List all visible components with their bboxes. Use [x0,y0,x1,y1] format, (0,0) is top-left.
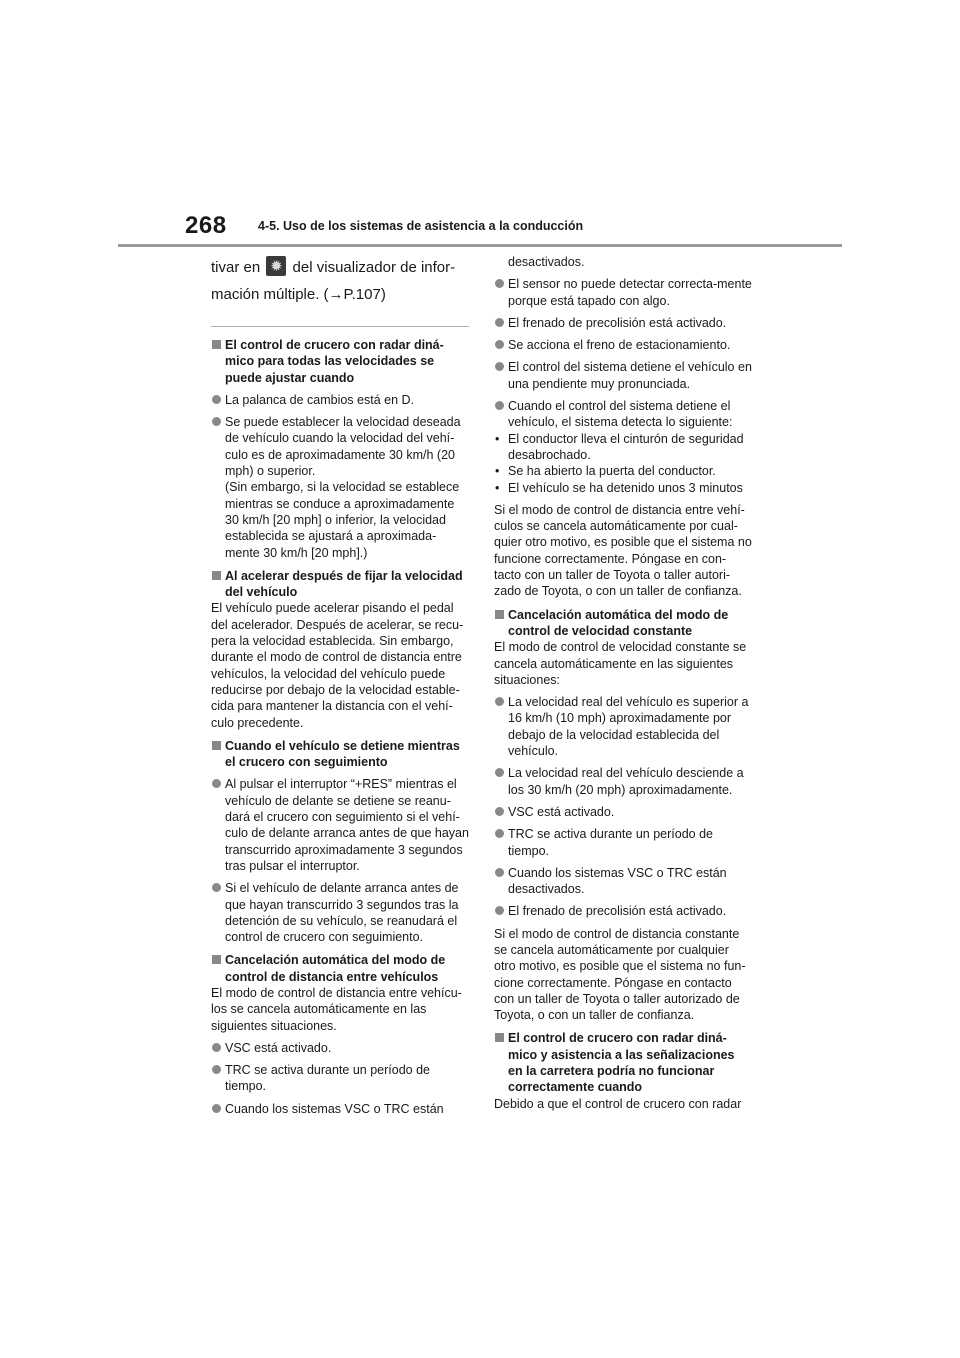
paragraph: Debido a que el control de crucero con radar [494,1096,742,1111]
bullet-item: Cuando el control del sistema detiene el vehículo, el sistema detecta lo siguiente: [494,398,752,431]
left-column [211,254,469,1117]
bullet-item: Al pulsar el interruptor “+RES” mientras el vehículo de delante se detiene se reanu-dará el crucero con seguimiento si el vehí-culo de delante arranca antes de que hayan transcurrido aproximadamente 3 segundos tras pulsar el interruptor. [211,776,469,874]
bullet-item: Cuando los sistemas VSC o TRC están desactivados. [494,865,752,898]
heading-constant-speed-cancel: Cancelación automática del modo de control de velocidad constante [494,607,752,640]
paragraph: Si el modo de control de distancia entre vehí-culos se cancela automáticamente por cual-quier otro motivo, es posible que el sistema no funcione correctamente. Póngase en con-tacto con un taller de Toyota o taller autori-zado de Toyota, o con un taller de confianza. [494,502,752,599]
bullet-item: La velocidad real del vehículo desciende a los 30 km/h (20 mph) aproximadamente. [494,765,752,798]
bullet-item: La velocidad real del vehículo es superior a 16 km/h (10 mph) aproximadamente por debajo de la velocidad establecida del vehículo. [494,694,752,759]
bullet-item: Si el vehículo de delante arranca antes de que hayan transcurrido 3 segundos tras la detención de su vehículo, se reanudará el control de crucero con seguimiento. [211,880,469,945]
bullet-note: (Sin embargo, si la velocidad se establece mientras se conduce a aproximadamente 30 km/h [20 mph] o inferior, la velocidad establecida se ajustará a aproximada-mente 30 km/h [20 mph].) [225,480,460,560]
intro-text-c: mación múltiple. ( [211,286,329,303]
dot-item: • El vehículo se ha detenido unos 3 minutos [494,480,752,496]
header-rule [118,244,842,247]
divider [211,326,469,327]
bullet-item: VSC está activado. [494,804,752,820]
bullet-item: TRC se activa durante un período de tiempo. [494,826,752,859]
paragraph: El vehículo puede acelerar pisando el pedal del acelerador. Después de acelerar, se recu-pera la velocidad establecida. Sin embargo, durante el modo de control de distancia entre vehículos, la velocidad del vehículo puede reducirse por debajo de la velocidad estable-cida para mantener la distancia con el vehí-culo precedente. [211,601,464,730]
intro-text-b: del visualizador de infor- [292,259,456,276]
bullet-item: El control del sistema detiene el vehículo en una pendiente muy pronunciada. [494,359,752,392]
paragraph: El modo de control de velocidad constante se cancela automáticamente en las siguientes situaciones: [494,640,747,687]
arrow-icon: → [328,286,344,303]
page-number: 268 [185,212,227,239]
dot-item: • El conductor lleva el cinturón de seguridad desabrochado. [494,431,752,464]
bullet-item: El sensor no puede detectar correcta-mente porque está tapado con algo. [494,276,752,309]
bullet-text: Se puede establecer la velocidad deseada de vehículo cuando la velocidad del vehí-culo es de aproximadamente 30 km/h (20 mph) o superior. [225,415,461,479]
heading-distance-mode-cancel: Cancelación automática del modo de control de distancia entre vehículos [211,952,469,985]
dot-item: • Se ha abierto la puerta del conductor. [494,463,752,479]
right-column [494,254,752,1112]
intro-text [211,254,469,308]
heading-radar-cruise-conditions: El control de crucero con radar diná-mico para todas las velocidades se puede ajustar cuando [211,337,469,386]
paragraph: Si el modo de control de distancia constante se cancela automáticamente por cualquier otro motivo, es posible que el sistema no fun-cione correctamente. Póngase en contacto con un taller de Toyota o taller autorizado de Toyota, o con un taller de confianza. [494,926,746,1023]
bullet-item: Se acciona el freno de estacionamiento. [494,337,752,353]
bullet-item: El frenado de precolisión está activado. [494,315,752,331]
page-reference-link[interactable]: P.107) [343,286,386,303]
bullet-item: El frenado de precolisión está activado. [494,903,752,919]
paragraph: El modo de control de distancia entre vehícu-los se cancela automáticamente en las siguientes situaciones. [211,985,462,1033]
bullet-item: TRC se activa durante un período de tiempo. [211,1062,469,1095]
heading-vehicle-stops: Cuando el vehículo se detiene mientras el crucero con seguimiento [211,738,469,771]
bullet-item: VSC está activado. [211,1040,469,1056]
bullet-item [211,414,469,561]
intro-text-a: tivar en [211,259,261,276]
heading-road-sign-assist: El control de crucero con radar diná-mico y asistencia a las señalizaciones en la carretera podría no funcionar correctamente cuando [494,1030,752,1095]
gear-icon: ✹ [266,256,286,276]
bullet-item: La palanca de cambios está en D. [211,392,469,408]
bullet-item: Cuando los sistemas VSC o TRC están [211,1101,469,1117]
continued-text: desactivados. [508,255,585,269]
heading-acceleration: Al acelerar después de fijar la velocidad del vehículo [211,568,469,601]
section-title: 4-5. Uso de los sistemas de asistencia a la conducción [258,219,584,233]
